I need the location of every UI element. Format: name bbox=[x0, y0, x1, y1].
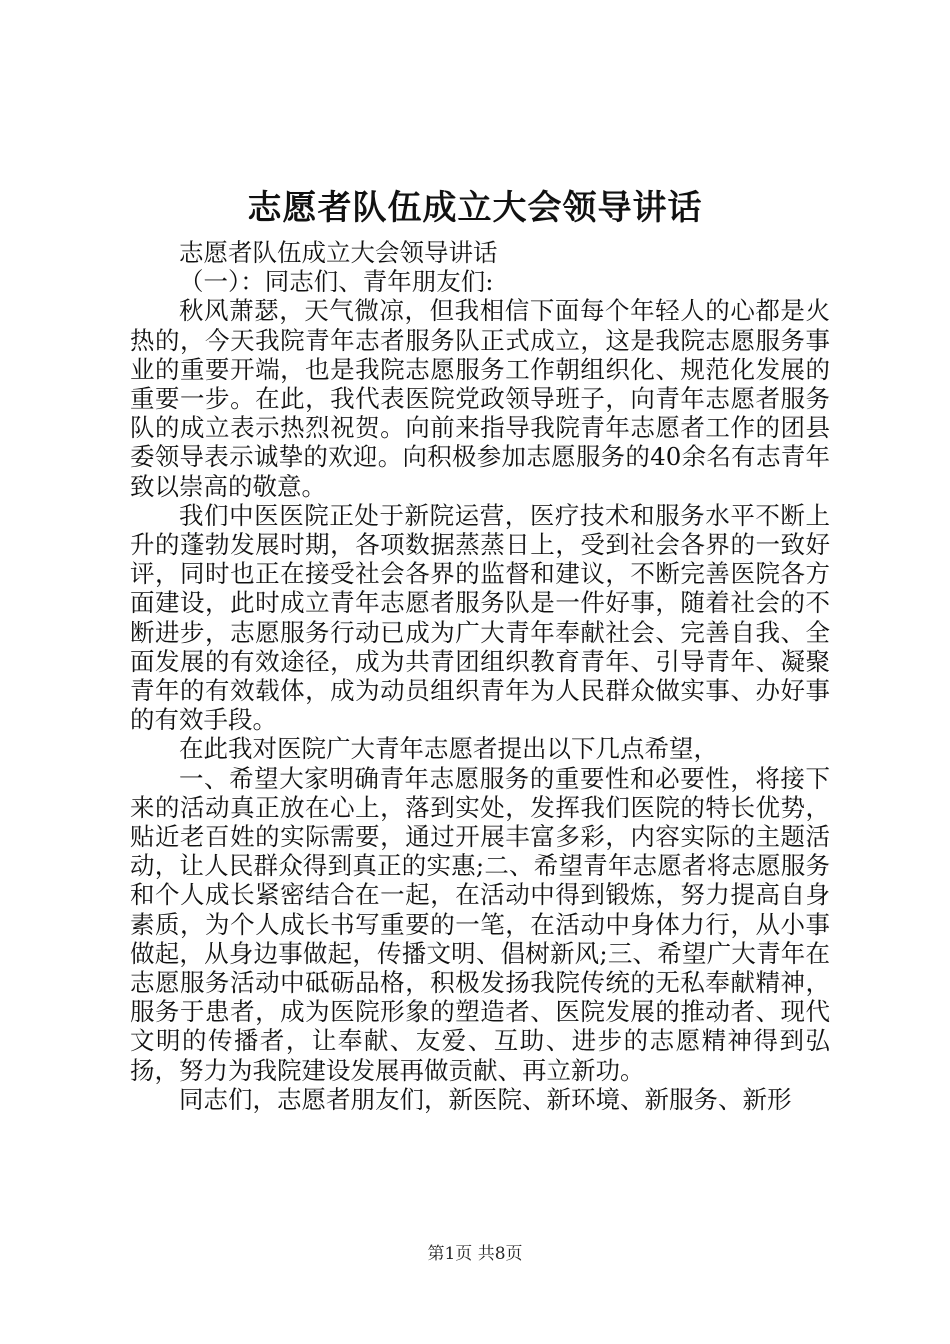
paragraph-subtitle: 志愿者队伍成立大会领导讲话 bbox=[179, 238, 498, 267]
paragraph-hopes: 一、希望大家明确青年志愿服务的重要性和必要性，将接下来的活动真正放在心上，落到实处，发挥我们医院的特长优势，贴近老百姓的实际需要，通过开展丰富多彩，内容实际的主题活动，让人民群众得到真正的实惠;二、希望青年志愿者将志愿服务和个人成长紧密结合在一起，在活动中得到锻炼，努力提高自身素质，为个人成长书写重要的一笔，在活动中身体力行，从小事做起，从身边事做起，传播文明、倡树新风;三、希望广大青年在志愿服务活动中砥砺品格，积极发扬我院传统的无私奉献精神，服务于患者，成为医院形象的塑造者、医院发展的推动者、现代文明的传播者，让奉献、友爱、互助、进步的志愿精神得到弘扬，努力为我院建设发展再做贡献、再立新功。 bbox=[130, 763, 830, 1085]
document-body bbox=[130, 238, 830, 1114]
document-title: 志愿者队伍成立大会领导讲话 bbox=[247, 188, 703, 228]
paragraph-opening: 秋风萧瑟，天气微凉，但我相信下面每个年轻人的心都是火热的，今天我院青年志者服务队正式成立，这是我院志愿服务事业的重要开端，也是我院志愿服务工作朝组织化、规范化发展的重要一步。在此，我代表医院党政领导班子，向青年志愿者服务队的成立表示热烈祝贺。向前来指导我院青年志愿者工作的团县委领导表示诚挚的欢迎。向积极参加志愿服务的40余名有志青年致以崇高的敬意。 bbox=[130, 296, 830, 501]
paragraph-salutation: （一）：同志们、青年朋友们: bbox=[179, 267, 494, 297]
paragraph-closing: 同志们，志愿者朋友们，新医院、新环境、新服务、新形 bbox=[179, 1084, 792, 1114]
paragraph-hopes-intro: 在此我对医院广大青年志愿者提出以下几点希望， bbox=[179, 734, 718, 764]
paragraph-hospital-development: 我们中医医院正处于新院运营，医疗技术和服务水平不断上升的蓬勃发展时期，各项数据蒸蒸日上，受到社会各界的一致好评，同时也正在接受社会各界的监督和建议，不断完善医院各方面建设，此时成立青年志愿者服务队是一件好事，随着社会的不断进步，志愿服务行动已成为广大青年奉献社会、完善自我、全面发展的有效途径，成为共青团组织教育青年、引导青年、凝聚青年的有效载体，成为动员组织青年为人民群众做实事、办好事的有效手段。 bbox=[130, 500, 830, 735]
page-number-footer: 第1页 共8页 bbox=[427, 1244, 523, 1264]
